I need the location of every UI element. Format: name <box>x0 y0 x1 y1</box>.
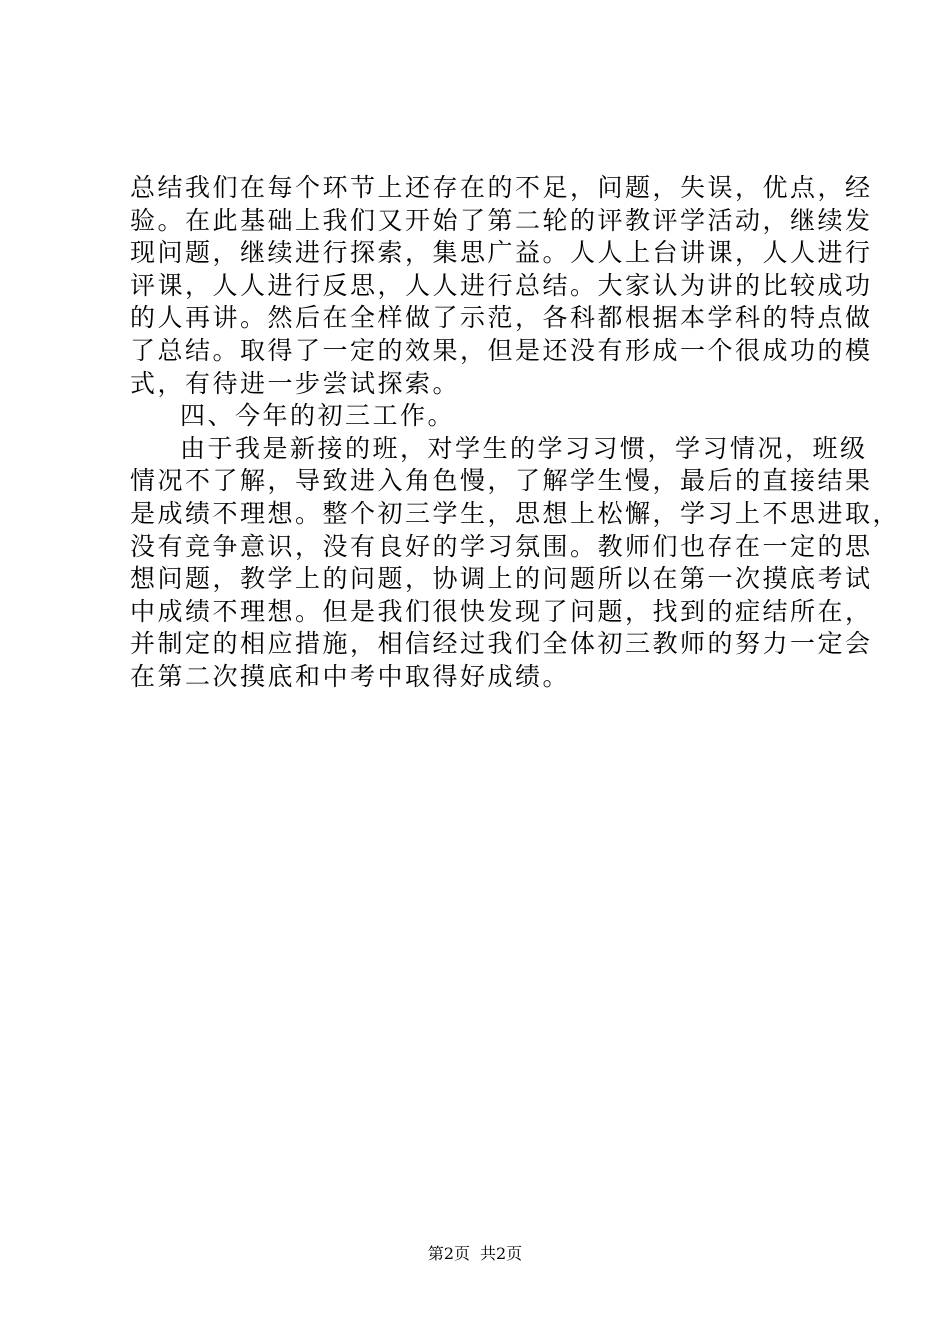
body-text <box>130 172 901 694</box>
text-line: 并制定的相应措施，相信经过我们全体初三教师的努力一定会 <box>130 629 873 659</box>
text-line: 总结我们在每个环节上还存在的不足，问题，失误，优点，经 <box>130 173 873 202</box>
text-line: 评课，人人进行反思，人人进行总结。大家认为讲的比较成功 <box>130 270 873 300</box>
text-line: 中成绩不理想。但是我们很快发现了问题，找到的症结所在， <box>130 596 873 626</box>
text-line: 情况不了解，导致进入角色慢，了解学生慢，最后的直接结果 <box>130 466 873 496</box>
section-heading: 四、今年的初三工作。 <box>180 401 456 431</box>
text-line: 想问题，教学上的问题，协调上的问题所以在第一次摸底考试 <box>130 564 873 594</box>
text-line: 式，有待进一步尝试探索。 <box>130 368 461 398</box>
text-line: 是成绩不理想。整个初三学生，思想上松懈，学习上不思进取， <box>130 498 901 528</box>
page-number: 第2页 <box>427 1244 470 1263</box>
text-line: 现问题，继续进行探索，集思广益。人人上台讲课，人人进行 <box>130 238 873 268</box>
text-line: 没有竞争意识，没有良好的学习氛围。教师们也存在一定的思 <box>130 531 873 561</box>
page-total: 共2页 <box>480 1244 523 1263</box>
text-line: 的人再讲。然后在全样做了示范，各科都根据本学科的特点做 <box>130 303 873 333</box>
text-line: 在第二次摸底和中考中取得好成绩。 <box>130 661 571 691</box>
text-line: 验。在此基础上我们又开始了第二轮的评教评学活动，继续发 <box>130 205 873 235</box>
text-line: 由于我是新接的班，对学生的学习习惯，学习情况，班级 <box>180 433 868 463</box>
text-line: 了总结。取得了一定的效果，但是还没有形成一个很成功的模 <box>130 335 873 365</box>
page-footer <box>0 1244 950 1264</box>
